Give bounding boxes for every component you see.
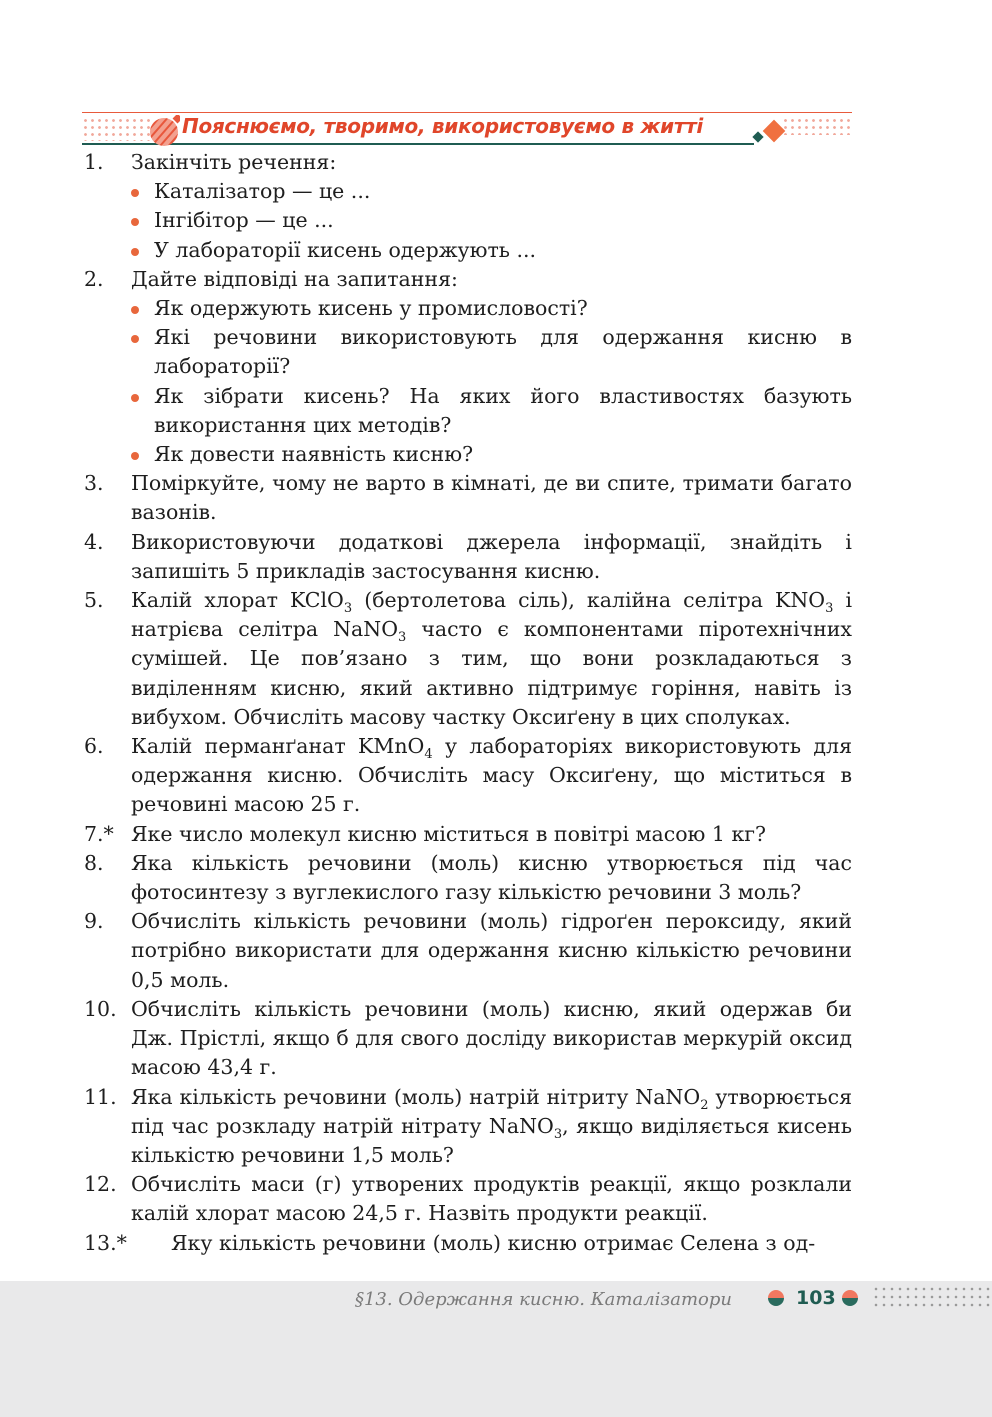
question-text: Яка кількість речовини (моль) натрій нітриту NaNO$_2$ утворюється під час розкладу натрій нітрату NaNO$_3$, якщо виділяється кисень кількістю речовини 1,5 моль? [131, 1084, 853, 1167]
question-11 [84, 1083, 852, 1171]
bullet-item: Як одержують кисень у промисловості? [84, 294, 852, 323]
bullet-dot-icon [131, 189, 139, 197]
question-3 [84, 469, 852, 527]
question-number: 3. [84, 471, 104, 496]
question-5 [84, 586, 852, 732]
question-number: 13.* [84, 1230, 127, 1255]
question-13 [84, 1229, 852, 1258]
bullet-dot-icon [131, 218, 139, 226]
question-text: Яке число молекул кисню міститься в повітрі масою 1 кг? [131, 821, 767, 846]
bullet-dot-icon [131, 394, 139, 402]
questions-list [84, 148, 852, 1258]
bullet-dot-icon [131, 248, 139, 256]
striped-ball-icon [148, 115, 182, 147]
question-number: 5. [84, 588, 104, 613]
bullet-dot-icon [131, 452, 139, 460]
bullet-item: Каталізатор — це ... [84, 177, 852, 206]
page-footer [0, 1281, 992, 1417]
bullet-item: У лабораторії кисень одержують ... [84, 236, 852, 265]
footer-dot-pattern [872, 1285, 990, 1311]
question-2 [84, 265, 852, 294]
question-4 [84, 528, 852, 586]
question-number: 4. [84, 529, 104, 554]
question-number: 11. [84, 1084, 117, 1109]
question-text: Яка кількість речовини (моль) кисню утворюється під час фотосинтезу з вуглекислого газу кількістю речовини 3 моль? [131, 850, 852, 905]
question-text: Дайте відповіді на запитання: [131, 266, 458, 291]
chapter-title: §13. Одержання кисню. Каталізатори [354, 1289, 732, 1310]
diamond-decoration-icon [752, 119, 792, 147]
question-text: Обчисліть кількість речовини (моль) кисню, який одержав би Дж. Прістлі, якщо б для свого досліду використав меркурій оксид масою 43,4 г. [131, 996, 852, 1080]
question-text: Поміркуйте, чому не варто в кімнаті, де ви спите, тримати багато вазонів. [131, 471, 852, 525]
question-number: 6. [84, 734, 104, 759]
page-number: 103 [796, 1287, 836, 1309]
header-dot-pattern-right [782, 117, 852, 135]
question-text: Калій хлорат KClO$_3$ (бертолетова сіль), калійна селітра $KNO_3$ і натрієва селітра NaNO$_3$ часто є компонентами піротехнічних сумішей. Це пов’язано з тим, що вони розкладаються з виділенням кисню, який активно підтримує горіння, навіть із вибухом. Обчисліть масову частку Оксиґену в цих сполуках. [131, 588, 852, 729]
question-6 [84, 732, 852, 820]
question-10 [84, 995, 852, 1083]
header-bottom-rule [82, 143, 754, 145]
question-text: Закінчіть речення: [131, 150, 337, 174]
question-1 [84, 148, 852, 177]
header-top-rule [82, 112, 852, 113]
question-text: Обчисліть маси (г) утворених продуктів реакції, якщо розклали калій хлорат масою 24,5 г. Назвіть продукти реакції. [131, 1172, 852, 1226]
question-number: 10. [84, 996, 117, 1021]
question-text: Яку кількість речовини (моль) кисню отримає Селена з од- [171, 1230, 816, 1255]
question-number: 8. [84, 850, 104, 875]
question-number: 2. [84, 266, 104, 291]
bullet-item: Як зібрати кисень? На яких його властивостях базують використання цих методів? [84, 382, 852, 440]
question-number: 7.* [84, 821, 114, 846]
footer-ball-icon [768, 1290, 784, 1306]
question-7 [84, 820, 852, 849]
bullet-dot-icon [131, 306, 139, 314]
question-text: Використовуючи додаткові джерела інформації, знайдіть і запишіть 5 прикладів застосування кисню. [131, 529, 852, 583]
section-header [82, 105, 852, 151]
question-8 [84, 849, 852, 907]
bullet-dot-icon [131, 335, 139, 343]
footer-ball-icon [842, 1290, 858, 1306]
question-12 [84, 1170, 852, 1228]
question-number: 12. [84, 1172, 117, 1197]
bullet-item: Як довести наявність кисню? [84, 440, 852, 469]
question-text: Обчисліть кількість речовини (моль) гідроґен пероксиду, який потрібно використати для одержання кисню кількістю речовини 0,5 моль. [131, 909, 852, 992]
bullet-item: Які речовини використовують для одержання кисню в лабораторії? [84, 323, 852, 381]
question-number: 9. [84, 909, 104, 934]
question-text: Калій перманґанат KMnO$_4$ у лабораторіях використовують для одержання кисню. Обчисліть масу Оксиґену, що міститься в речовині масою 25 г. [131, 734, 852, 817]
question-9 [84, 907, 852, 995]
bullet-item: Інгібітор — це ... [84, 206, 852, 235]
question-number: 1. [84, 150, 104, 174]
section-title: Пояснюємо, творимо, використовуємо в житті [180, 114, 707, 138]
header-dot-pattern [82, 117, 152, 141]
